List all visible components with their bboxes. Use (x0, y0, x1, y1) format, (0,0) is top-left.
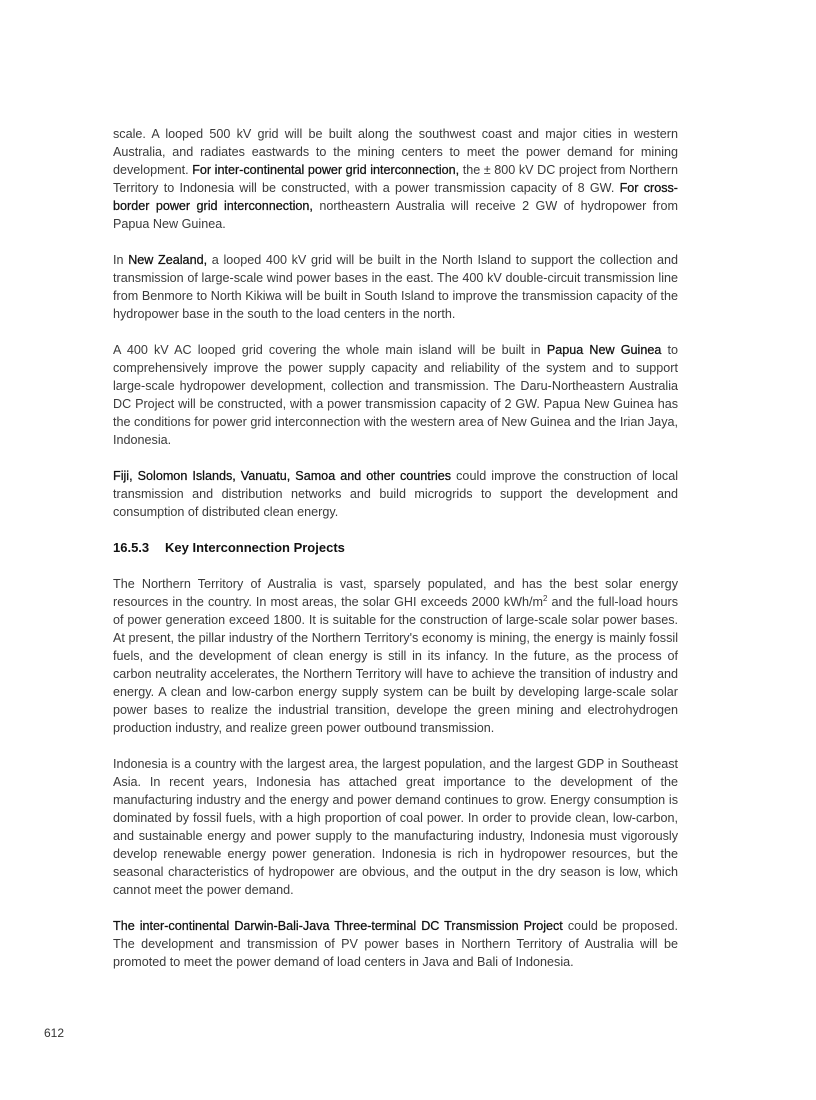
section-title: Key Interconnection Projects (165, 540, 345, 555)
text-segment: In (113, 253, 129, 267)
paragraph-p7 (113, 917, 678, 971)
document-body (113, 125, 678, 989)
text-segment: The Northern Territory of Australia is vast, sparsely populated, and has the best solar energy resources in the country. In most areas, the solar GHI exceeds 2000 kWh/m (113, 577, 678, 609)
text-segment: and the full-load hours of power generation exceed 1800. It is suitable for the construction of large-scale solar power bases. At present, the pillar industry of the Northern Territory's economy is mining, the energy is mainly fossil fuels, and the development of clean energy is still in its infancy. In the future, as the process of carbon neutrality accelerates, the Northern Territory will have to achieve the transition of industry and energy. A clean and low-carbon energy supply system can be built by developing large-scale solar power bases to realize the industrial transition, develope the green mining and electrohydrogen production industry, and realize green power outbound transmission. (113, 595, 678, 735)
text-segment: Indonesia is a country with the largest area, the largest population, and the largest GDP in Southeast Asia. In recent years, Indonesia has attached great importance to the development of the manufacturing industry and the energy and power demand continues to grow. Energy consumption is dominated by fossil fuels, with a high proportion of coal power. In order to provide clean, low-carbon, and sustainable energy and power supply to the manufacturing industry, Indonesia must vigorously develop renewable energy power generation. Indonesia is rich in hydropower resources, but the seasonal characteristics of hydropower are obvious, and the output in the dry season is low, which cannot meet the power demand. (113, 757, 678, 897)
bold-text: Fiji, Solomon Islands, Vanuatu, Samoa and other countries (113, 469, 452, 483)
bold-text: Papua New Guinea (546, 343, 662, 357)
text-segment: the ± 800 kV DC project from Northern Territory to Indonesia will be constructed, with a power transmission capacity of 8 GW. (113, 163, 678, 195)
text-segment: to comprehensively improve the power supply capacity and reliability of the system and to support large-scale hydropower development, collection and transmission. The Daru-Northeastern Australia DC Project will be constructed, with a power transmission capacity of 2 GW. Papua New Guinea has the conditions for power grid interconnection with the western area of New Guinea and the Irian Jaya, Indonesia. (113, 343, 678, 447)
paragraph-p4 (113, 467, 678, 521)
text-segment: a looped 400 kV grid will be built in the North Island to support the collection and transmission of large-scale wind power bases in the east. The 400 kV double-circuit transmission line from Benmore to North Kikiwa will be built in South Island to improve the transmission capacity of the hydropower base in the south to the load centers in the north. (113, 253, 678, 321)
text-segment: A 400 kV AC looped grid covering the whole main island will be built in (113, 343, 547, 357)
bold-text: The inter-continental Darwin-Bali-Java Three-terminal DC Transmission Project (113, 919, 563, 933)
superscript: 2 (542, 594, 548, 603)
text-segment: northeastern Australia will receive 2 GW of hydropower from Papua New Guinea. (113, 199, 678, 231)
text-segment: scale. A looped 500 kV grid will be built along the southwest coast and major cities in western Australia, and radiates eastwards to the mining centers to meet the power demand for mining development. (113, 127, 678, 177)
section-heading (113, 539, 678, 557)
paragraph-p6 (113, 755, 678, 899)
paragraph-p3 (113, 341, 678, 449)
paragraphs-after-heading (113, 575, 678, 971)
text-segment: could be proposed. The development and transmission of PV power bases in Northern Territory of Australia will be promoted to meet the power demand of load centers in Java and Bali of Indonesia. (113, 919, 678, 969)
bold-text: For inter-continental power grid interconnection, (192, 163, 460, 177)
page-number: 612 (44, 1026, 65, 1040)
section-number: 16.5.3 (113, 540, 150, 555)
paragraph-p5 (113, 575, 678, 737)
bold-text: For cross-border power grid interconnection, (113, 181, 679, 213)
paragraph-p2 (113, 251, 678, 323)
paragraph-p1 (113, 125, 678, 233)
paragraphs-before-heading (113, 125, 678, 521)
bold-text: New Zealand, (128, 253, 208, 267)
text-segment: could improve the construction of local transmission and distribution networks and build microgrids to support the development and consumption of distributed clean energy. (113, 469, 678, 519)
